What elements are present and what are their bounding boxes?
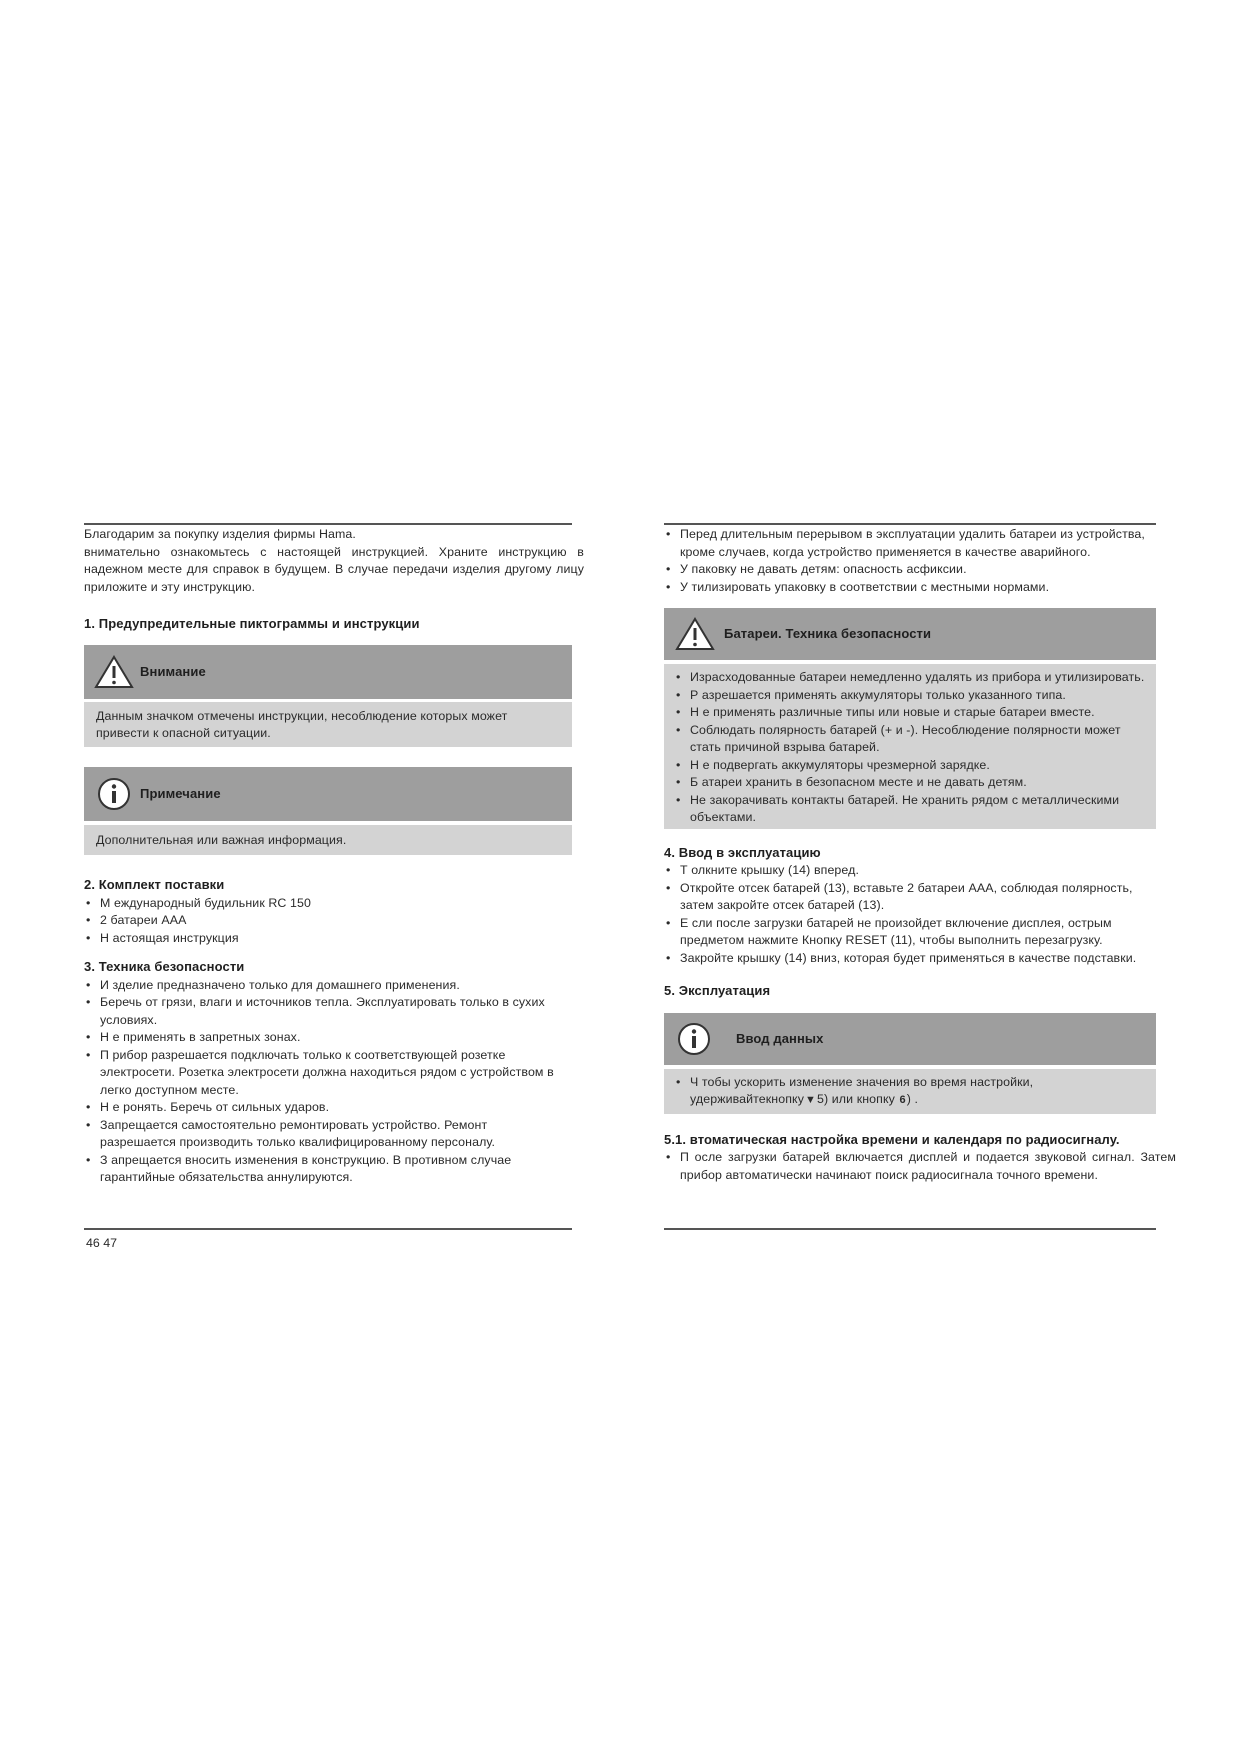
- page-numbers: 46 47: [86, 1236, 118, 1250]
- battery-list: [674, 669, 1146, 827]
- list-item: • У тилизировать упаковку в соответствии с местными нормами.: [664, 579, 1158, 597]
- list-item: • Запрещается самостоятельно ремонтировать устройство. Ремонт разрешается производить только квалифицированному персоналу.: [84, 1117, 564, 1152]
- startup-list: [664, 862, 1158, 967]
- list-item: • Беречь от грязи, влаги и источников тепла. Эксплуатировать только в сухих условиях.: [84, 994, 564, 1029]
- section-5-1-title: 5.1. втоматическая настройка времени и календаря по радиосигналу.: [664, 1131, 1120, 1147]
- list-item: • Не закорачивать контакты батарей. Не хранить рядом с металлическими объектами.: [674, 792, 1146, 827]
- section-4-title: 4. Ввод в эксплуатацию: [664, 844, 821, 860]
- list-item: • Израсходованные батареи немедленно удалять из прибора и утилизировать.: [674, 669, 1146, 687]
- list-item: • Н е ронять. Беречь от сильных ударов.: [84, 1099, 564, 1117]
- list-item: • Е сли после загрузки батарей не произойдет включение дисплея, острым предметом нажмите Кнопку RESET (11), чтобы выполнить перезагрузку.: [664, 915, 1158, 950]
- intro-paragraph: внимательно ознакомьтесь с настоящей инструкцией. Храните инструкцию в надежном месте для справок в будущем. В случае передачи изделия другому лицу приложите и эту инструкцию.: [84, 544, 584, 594]
- data-entry-text-a: Ч тобы ускорить изменение значения во время настройки, удерживайтекнопку: [690, 1074, 1034, 1106]
- list-item: • И зделие предназначено только для домашнего применения.: [84, 977, 564, 995]
- battery-safety-box: [664, 608, 1156, 829]
- warning-text: Данным значком отмечены инструкции, несоблюдение которых может привести к опасной ситуации.: [96, 708, 508, 740]
- battery-box-body: [664, 664, 1156, 829]
- section-3-title: 3. Техника безопасности: [84, 959, 245, 974]
- list-item: • П рибор разрешается подключать только к соответствующей розетке электросети. Розетка электросети должна находиться рядом с устройством в легко доступном месте.: [84, 1047, 564, 1100]
- data-entry-list: [674, 1074, 1146, 1110]
- info-icon: [676, 1021, 712, 1057]
- warning-triangle-icon: [674, 614, 716, 654]
- warning-box-header: [84, 645, 572, 699]
- note-text: Дополнительная или важная информация.: [96, 832, 347, 847]
- list-item: • Закройте крышку (14) вниз, которая будет применяться в качестве подставки.: [664, 950, 1158, 968]
- list-item: • Соблюдать полярность батарей (+ и -). Несоблюдение полярности может стать причиной взрыва батарей.: [674, 722, 1146, 757]
- note-box: [84, 767, 572, 856]
- section-1-title: 1. Предупредительные пиктограммы и инструкции: [84, 616, 420, 631]
- warning-box-body: [84, 702, 572, 747]
- list-item: • Н е применять в запретных зонах.: [84, 1029, 564, 1047]
- list-item: [674, 1074, 1146, 1110]
- data-entry-box-body: [664, 1069, 1156, 1114]
- list-item: • Т олкните крышку (14) вперед.: [664, 862, 1158, 880]
- data-entry-box-header: [664, 1013, 1156, 1065]
- radio-setup-list: [664, 1149, 1176, 1184]
- data-entry-label: Ввод данных: [736, 1030, 824, 1046]
- safety-list: [84, 977, 564, 1187]
- battery-box-header: [664, 608, 1156, 660]
- list-item: • М еждународный будильник RC 150: [84, 895, 584, 913]
- down-arrow-icon: ▼: [805, 1094, 817, 1106]
- warning-box: [84, 645, 572, 747]
- warning-label: Внимание: [140, 663, 206, 679]
- list-item: • Н е применять различные типы или новые и старые батареи вместе.: [674, 704, 1146, 722]
- right-top-rule: [664, 523, 1156, 525]
- intro-thanks: Благодарим за покупку изделия фирмы Hama.: [84, 527, 356, 541]
- warning-triangle-icon: [94, 652, 134, 692]
- right-column: [664, 526, 1176, 1184]
- packaging-list: [664, 526, 1158, 596]
- left-column: [84, 526, 584, 1187]
- battery-box-label: Батареи. Техника безопасности: [724, 626, 932, 642]
- list-item: • Р азрешается применять аккумуляторы только указанного типа.: [674, 687, 1146, 705]
- list-item: • Н е подвергать аккумуляторы чрезмерной зарядке.: [674, 757, 1146, 775]
- list-item: • 2 батареи AAA: [84, 912, 584, 930]
- section-5-title: 5. Эксплуатация: [664, 983, 771, 998]
- note-box-body: [84, 825, 572, 856]
- left-bottom-rule: [84, 1228, 572, 1230]
- note-label: Примечание: [140, 785, 221, 801]
- data-entry-text-c: ) .: [906, 1092, 918, 1106]
- section-2-title: 2. Комплект поставки: [84, 877, 225, 892]
- data-entry-box: [664, 1013, 1156, 1114]
- list-item: • Б атареи хранить в безопасном месте и не давать детям.: [674, 774, 1146, 792]
- list-item: • П осле загрузки батарей включается дисплей и подается звуковой сигнал. Затем прибор автоматически начинают поиск радиосигнала точного времени.: [664, 1149, 1176, 1184]
- list-item: • Откройте отсек батарей (13), вставьте 2 батареи AAA, соблюдая полярность, затем закройте отсек батарей (13).: [664, 880, 1158, 915]
- list-item: • Н астоящая инструкция: [84, 930, 584, 948]
- left-top-rule: [84, 523, 572, 525]
- delivery-list: [84, 895, 584, 948]
- up-arrow-icon: 6: [899, 1094, 906, 1106]
- list-item: • У паковку не давать детям: опасность асфиксии.: [664, 561, 1158, 579]
- note-box-header: [84, 767, 572, 821]
- info-icon: [96, 776, 132, 812]
- list-item: • З апрещается вносить изменения в конструкцию. В противном случае гарантийные обязательства аннулируются.: [84, 1152, 564, 1187]
- list-item: • Перед длительным перерывом в эксплуатации удалить батареи из устройства, кроме случаев, когда устройство применяется в качестве аварийного.: [664, 526, 1158, 561]
- data-entry-text-b: 5) или кнопку: [817, 1092, 895, 1106]
- right-bottom-rule: [664, 1228, 1156, 1230]
